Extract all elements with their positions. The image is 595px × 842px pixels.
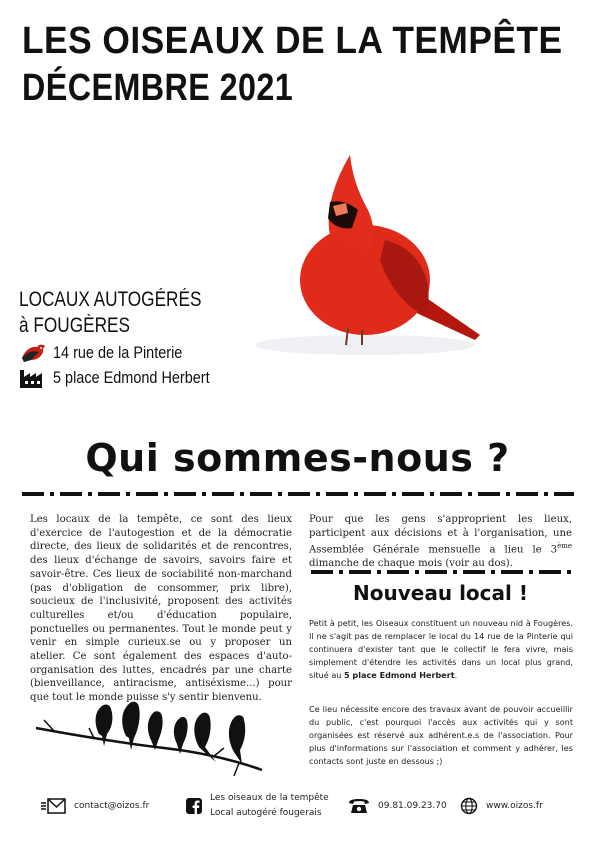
assembly-sup: ème [557,542,572,551]
poster-date: DÉCEMBRE 2021 [22,67,294,109]
rule-dash [430,492,434,496]
rule-dash [425,570,447,574]
rule-dash [478,492,500,496]
rule-dash [529,570,533,574]
locations-line1: LOCAUX AUTOGÉRÉS [19,288,202,311]
facebook-line2[interactable]: Local autogéré fougerais [210,808,322,818]
rule-dash [212,492,234,496]
phone-text[interactable]: 09.81.09.23.70 [378,801,447,811]
footer-phone[interactable] [348,790,447,822]
address-herbert [19,367,242,389]
rule-dash [354,492,358,496]
rule-dash [349,570,371,574]
footer-email[interactable] [40,790,149,822]
intro-paragraph: Les locaux de la tempête, ce sont des lieux d'exercice de l'autogestion et de la démocratie directe, des lieux de solidarités et de rencontres, des lieux d'échange de savoirs, savoirs faire et savoir-être. Ces lieux de sociabilité non-marchand (pas d'obligation de consommer, prix libre), soucieux de l'inclusivité, proposent des activités culturelles et/ou d'éducation populaire, ponctuelles ou permanentes. Tout le monde peut y venir en simple curieux.se ou y proposer un atelier. Ce sont également des espaces d'auto-organisation des luttes, encadrés par une charte (bienveillance, antiracisme, antiséxisme...) pour que tout le monde puisse s'y sentir bienvenu. [30,514,292,704]
rule-dash [250,492,272,496]
locations-block [19,287,242,389]
rule-dash [126,492,130,496]
nouveau-p1-end: . [454,670,458,681]
assembly-paragraph [309,513,572,571]
rule-dash [387,570,409,574]
nouveau-paragraph-2: Ce lieu nécessite encore des travaux avant de pouvoir accueillir du public, c'est pourquoi l'accès aux activités qui y sont organisées est réservé aux adhérent.e.s de l'association. Pour plus d'informations sur l'association et comment y adhérer, les contacts sont juste en dessous ;) [309,704,573,767]
birds-on-branch-image [34,690,264,780]
rule-dash [453,570,457,574]
rule-dash [136,492,158,496]
rule-dash [554,492,574,496]
rule-dash [364,492,386,496]
assembly-text-b: dimanche de chaque mois (voir au dos). [309,558,513,570]
footer-website[interactable] [460,790,543,822]
nouveau-p1-text: Petit à petit, les Oiseaux constituent un nouveau nid à Fougères. Il ne s'agit pas de remplacer le local du 14 rue de la Pinterie qui continuera d'exister tant que le collectif le fera vivre, mais simplement d'étendre les activités dans un local plus grand, situé au [309,618,573,681]
locations-line2: à FOUGÈRES [19,314,131,337]
facebook-line1[interactable]: Les oiseaux de la tempête [210,793,329,803]
rule-dash [392,492,396,496]
rule-dash [22,492,44,496]
rule-dash [316,492,320,496]
rule-dash [491,570,495,574]
rule-dash [88,492,92,496]
globe-icon [460,797,478,815]
nouveau-local-heading: Nouveau local ! [353,581,528,605]
rule-dash [539,570,561,574]
rule-dash [278,492,282,496]
facebook-icon [186,798,202,814]
rule-dash [240,492,244,496]
rule-dash [501,570,523,574]
rule-dash [164,492,168,496]
rule-dash [60,492,82,496]
dashed-divider [22,491,574,497]
rule-dash [468,492,472,496]
rule-dash [339,570,343,574]
rule-dash [402,492,424,496]
section-heading: Qui sommes-nous ? [85,436,510,480]
rule-dash [415,570,419,574]
footer-facebook[interactable] [186,790,329,822]
email-text[interactable]: contact@oizos.fr [74,801,150,811]
rule-dash [506,492,510,496]
assembly-text-a: Pour que les gens s'approprient les lieux, participent aux décisions et à l'organisation, une Assemblée Générale mensuelle a lieu le 3 [309,514,572,556]
rule-dash [202,492,206,496]
nouveau-p1-address: 5 place Edmond Herbert [343,670,455,681]
rule-dash [311,570,333,574]
bird-icon [19,342,47,364]
address-herbert-text: 5 place Edmond Herbert [53,368,210,387]
rule-dash [544,492,548,496]
factory-icon [19,367,47,389]
cardinal-bird-image [250,140,500,360]
rule-dash [326,492,348,496]
dashed-divider-small [311,569,574,575]
mail-icon [40,798,66,814]
nouveau-paragraph-1 [309,617,573,682]
phone-icon [348,798,370,814]
address-pinterie-text: 14 rue de la Pinterie [53,343,183,362]
rule-dash [440,492,462,496]
address-pinterie [19,342,242,364]
rule-dash [463,570,485,574]
rule-dash [98,492,120,496]
rule-dash [567,570,571,574]
rule-dash [50,492,54,496]
rule-dash [174,492,196,496]
rule-dash [516,492,538,496]
rule-dash [288,492,310,496]
poster-title: LES OISEAUX DE LA TEMPÊTE [22,20,563,62]
website-text[interactable]: www.oizos.fr [486,801,543,811]
rule-dash [377,570,381,574]
